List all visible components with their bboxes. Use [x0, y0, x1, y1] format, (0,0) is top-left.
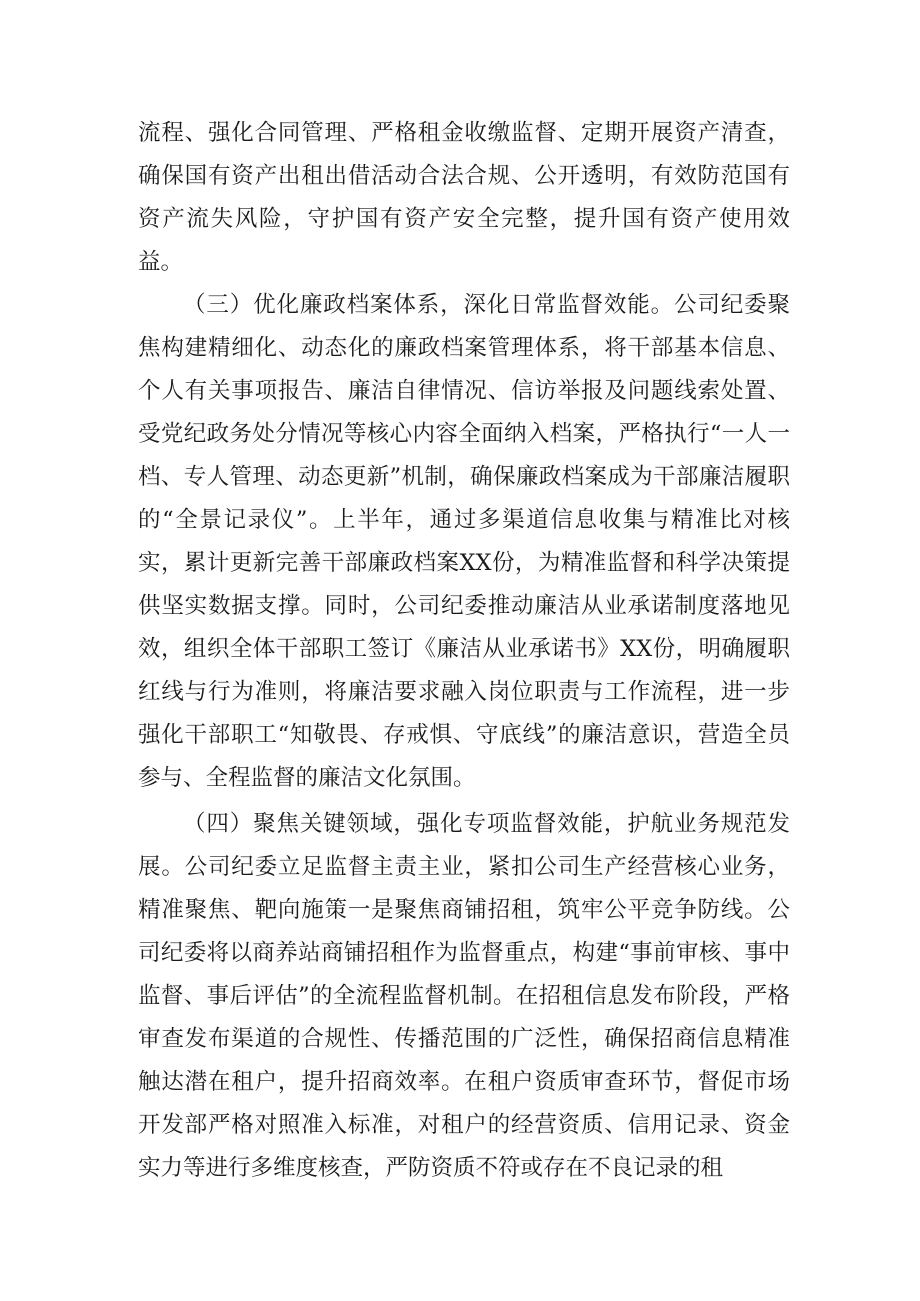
paragraph-section-3: （三）优化廉政档案体系，深化日常监督效能。公司纪委聚焦构建精细化、动态化的廉政档案管理体系，将干部基本信息、个人有关事项报告、廉洁自律情况、信访举报及问题线索处置、受党纪政务处分情况等核心内容全面纳入档案，严格执行“一人一档、专人管理、动态更新”机制，确保廉政档案成为干部廉洁履职的“全景记录仪”。上半年，通过多渠道信息收集与精准比对核实，累计更新完善干部廉政档案XX份，为精准监督和科学决策提供坚实数据支撑。同时，公司纪委推动廉洁从业承诺制度落地见效，组织全体干部职工签订《廉洁从业承诺书》XX份，明确履职红线与行为准则，将廉洁要求融入岗位职责与工作流程，进一步强化干部职工“知敬畏、存戒惧、守底线”的廉洁意识，营造全员参与、全程监督的廉洁文化氛围。	[138, 292, 790, 791]
paragraph-section-4: （四）聚焦关键领域，强化专项监督效能，护航业务规范发展。公司纪委立足监督主责主业，紧扣公司生产经营核心业务，精准聚焦、靶向施策一是聚焦商铺招租，筑牢公平竞争防线。公司纪委将以商养站商铺招租作为监督重点，构建“事前审核、事中监督、事后评估”的全流程监督机制。在招租信息发布阶段，严格审查发布渠道的合规性、传播范围的广泛性，确保招商信息精准触达潜在租户，提升招商效率。在租户资质审查环节，督促市场开发部严格对照准入标准，对租户的经营资质、信用记录、资金实力等进行多维度核查，严防资质不符或存在不良记录的租	[138, 811, 790, 1181]
paragraph-continuation: 流程、强化合同管理、严格租金收缴监督、定期开展资产清查，确保国有资产出租出借活动合法合规、公开透明，有效防范国有资产流失风险，守护国有资产安全完整，提升国有资产使用效益。	[138, 120, 790, 275]
document-body	[138, 112, 790, 1190]
